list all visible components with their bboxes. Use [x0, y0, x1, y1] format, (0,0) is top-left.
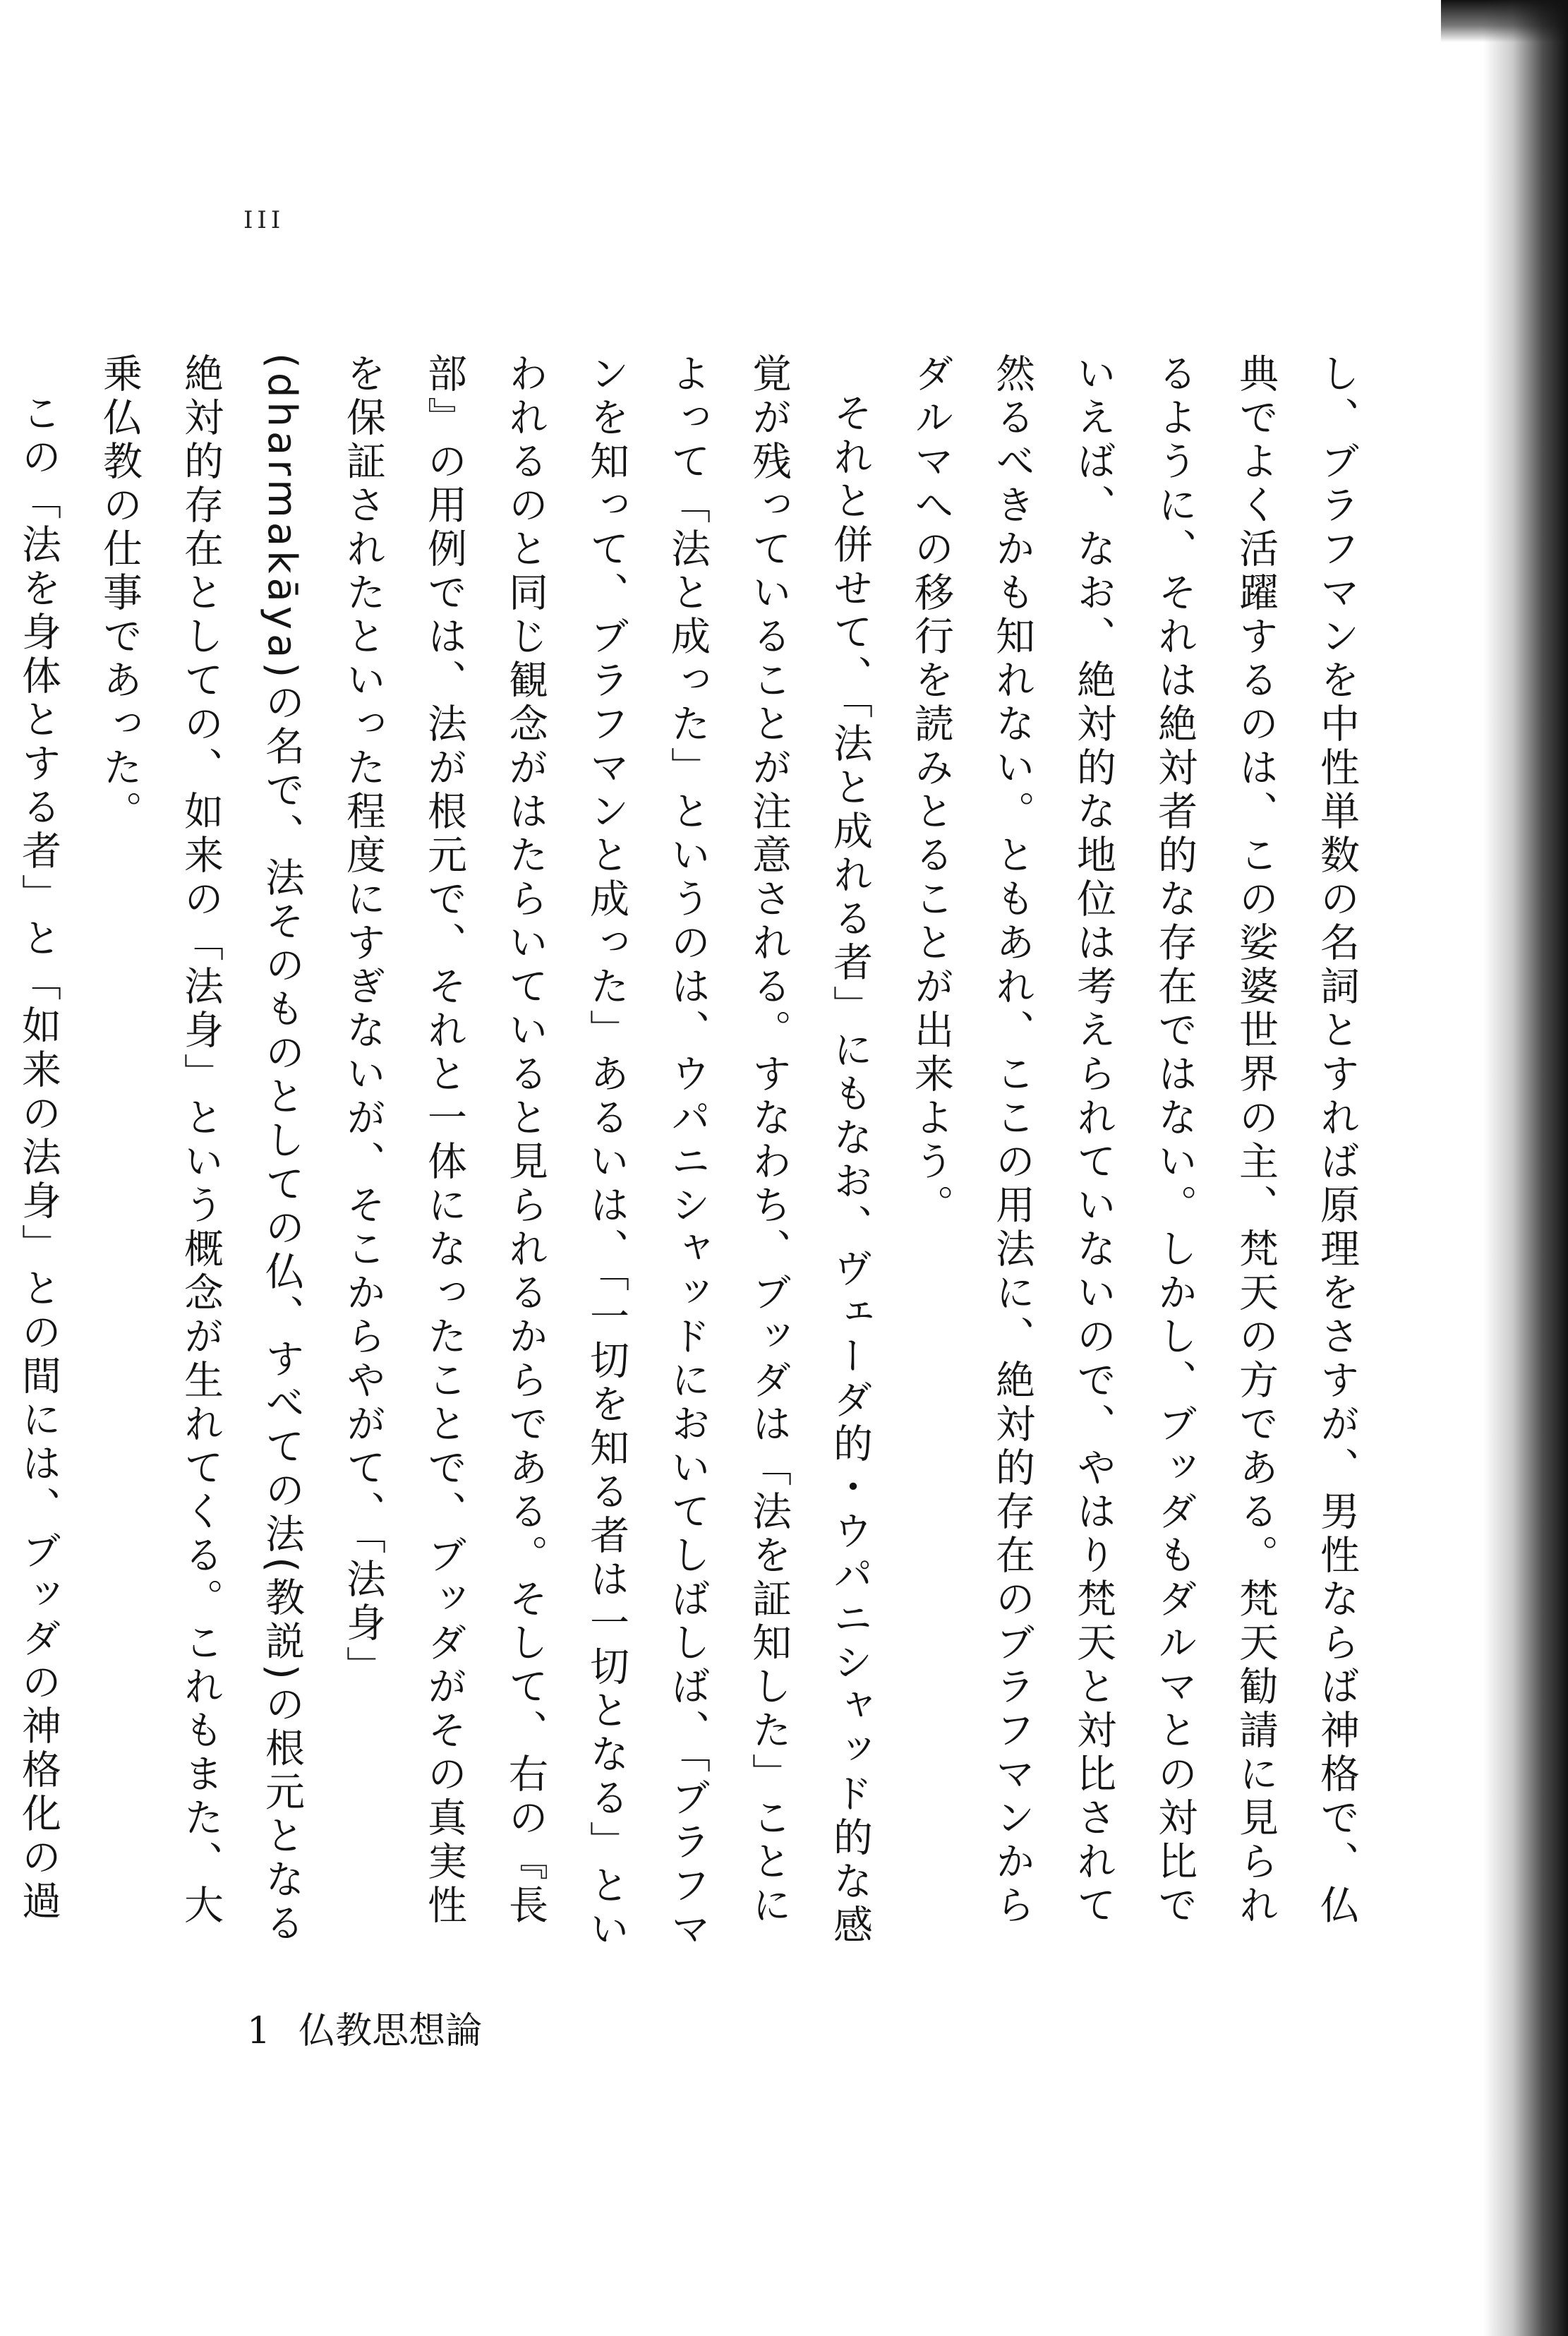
page-number: III — [243, 206, 285, 234]
paragraph-2: それと併せて、「法と成れる者」にもなお、ヴェーダ的・ウパニシャッド的な感覚が残っていることが注意される。すなわち、ブッダは「法を証知した」ことによって「法と成った」というのは、ウパニシャッドにおいてしばしば、「ブラフマンを知って、ブラフマンと成った」あるいは、「一切を知る者は一切となる」といわれるのと同じ観念がはたらいていると見られるからである。そして、右の『長部』の用例では、法が根元で、それと一体になったことで、ブッダがその真実性を保証されたといった程度にすぎないが、そこからやがて、「法身」(dharmakāya)の名で、法そのものとしての仏、すべての法(教説)の根元となる絶対的存在としての、如来の「法身」という概念が生れてくる。これもまた、大乗仏教の仕事であった。 — [97, 353, 873, 1952]
paragraph-1: し、ブラフマンを中性単数の名詞とすれば原理をさすが、男性ならば神格で、仏典でよく活躍するのは、この娑婆世界の主、梵天の方である。梵天勧請に見られるように、それは絶対者的な存在ではない。しかし、ブッダもダルマとの対比でいえば、なお、絶対的な地位は考えられていないので、やはり梵天と対比されて然るべきかも知れない。ともあれ、ここの用法に、絶対的存在のブラフマンからダルマへの移行を読みとることが出来よう。 — [908, 353, 1360, 1928]
body-text — [16, 353, 1377, 1955]
running-footer — [247, 2001, 482, 2054]
chapter-number: 1 — [247, 2010, 271, 2052]
chapter-title: 仏教思想論 — [298, 2010, 483, 2052]
paragraph-3: この「法を身体とする者」と「如来の法身」との間には、ブッダの神格化の過 — [16, 392, 61, 1924]
page-edge-shadow — [1483, 0, 1568, 2336]
